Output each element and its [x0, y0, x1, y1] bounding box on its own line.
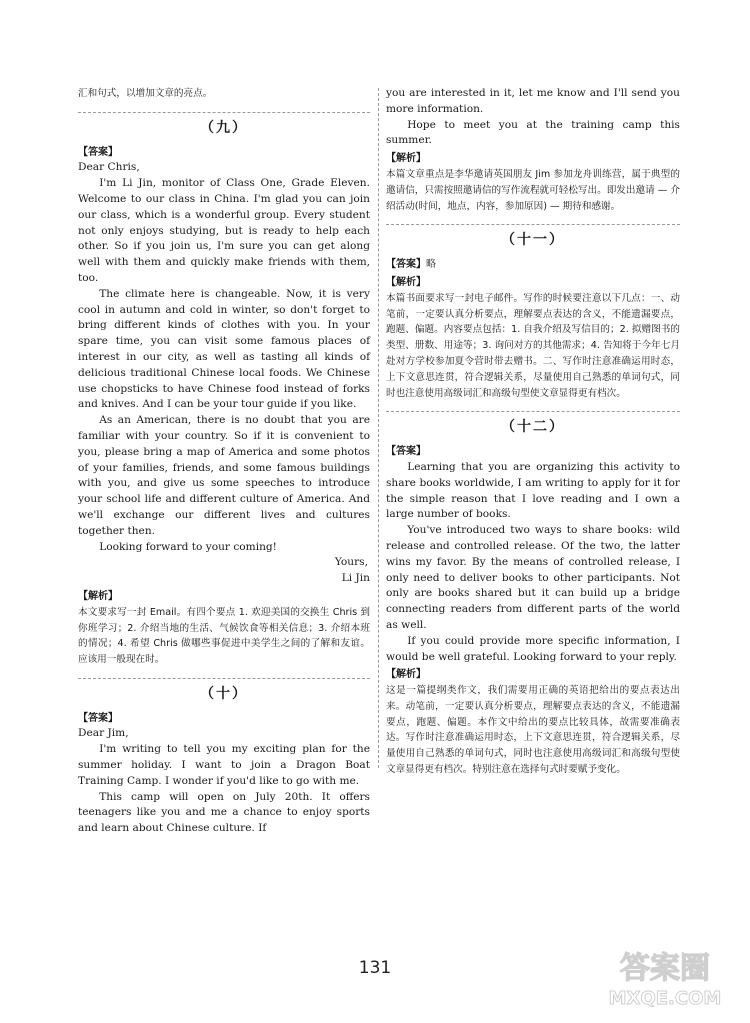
section-10-title: （十）	[200, 685, 248, 702]
section-divider	[386, 224, 680, 225]
answer-label: 【答案】	[386, 259, 426, 271]
letter-paragraph: Looking forward to your coming!	[99, 540, 277, 553]
analysis-text: 本篇书面要求写一封电子邮件。写作的时候要注意以下几点：一、动笔前，一定要认真分析要点，理解要点表达的含义，不能遗漏要点，跑题、偏题。内容要点包括：1. 自我介绍及写信目的；2. 拟赠图书的类型、册数、用途等；3. 询问对方的其他需求；4. 告知将于今年七月赴对方学校参加夏令营时带去赠书。二、写作时注意准确运用时态，上下文意思连贯，符合逻辑关系，尽量使用自己熟悉的单词句式，同时也注意使用高级词汇和高级句型使文章显得更有档次。	[386, 292, 680, 399]
column-divider	[378, 88, 379, 768]
letter-paragraph: you are interested in it, let me know and I'll send you more information.	[386, 87, 680, 115]
analysis-label: 【解析】	[386, 276, 426, 288]
left-column	[78, 86, 370, 837]
page-number: 131	[358, 958, 392, 978]
letter-salutation: Dear Jim,	[78, 727, 129, 740]
intro-text: 汇和句式，以增加文章的亮点。	[78, 88, 213, 99]
analysis-label: 【解析】	[78, 590, 118, 602]
section-divider	[78, 678, 370, 679]
answer-text: 略	[426, 259, 436, 271]
letter-paragraph: This camp will open on July 20th. It offers teenagers like you and me a chance to enjoy sports and learn about Chinese culture. If	[78, 790, 370, 835]
letter-paragraph: Hope to meet you at the training camp this summer.	[386, 118, 680, 147]
answer-label: 【答案】	[386, 446, 426, 458]
analysis-text: 这是一篇提纲类作文，我们需要用正确的英语把给出的要点表达出来。动笔前，一定要认真分析要点，理解要点表达的含义，不能遗漏要点，跑题、偏题。本作文中给出的要点比较具体，故需要准确表达。写作时注意准确运用时态，上下文意思连贯，符合逻辑关系，尽量使用自己熟悉的单词句式，同时也注意使用高级词汇和高级句型使文章显得更有档次。特别注意在选择句式时要赋予变化。	[386, 685, 680, 776]
watermark-logo	[600, 940, 730, 1010]
letter-salutation: Dear Chris,	[78, 161, 140, 174]
watermark-text-url: MXQE.COM	[608, 988, 722, 1009]
letter-signature: Li Jin	[341, 572, 370, 585]
letter-closing: Yours,	[334, 556, 368, 569]
analysis-text: 本篇文章重点是李华邀请英国朋友 Jim 参加龙舟训练营，属于典型的邀请信，只需按照邀请信的写作流程就可轻松写出。即发出邀请 — 介绍活动(时间，地点，内容，参加原因) — 期待和感谢。	[386, 168, 680, 212]
answer-label: 【答案】	[78, 712, 118, 724]
letter-paragraph: As an American, there is no doubt that you are familiar with your country. So if it is convenient to you, please bring a map of America and some photos of your families, friends, and some famous buildings with you, and give us some speeches to introduce your school life and different culture of America. And we'll exchange our different lives and cultures together then.	[78, 414, 370, 537]
analysis-label: 【解析】	[386, 669, 426, 681]
letter-paragraph: I'm Li Jin, monitor of Class One, Grade Eleven. Welcome to our class in China. I'm glad you can join our class, which is a wonderful group. Every student not only enjoys studying, but is ready to help each other. So if you join us, I'm sure you can get along well with them and quickly make friends with them, too.	[78, 177, 370, 284]
watermark-text-main: 答案圈	[620, 951, 710, 986]
letter-paragraph: I'm writing to tell you my exciting plan for the summer holiday. I want to join a Dragon Boat Training Camp. I wonder if you'd like to go with me.	[78, 743, 370, 787]
answer-label: 【答案】	[78, 146, 118, 158]
analysis-text: 本文要求写一封 Email。有四个要点 1. 欢迎美国的交换生 Chris 到你班学习；2. 介绍当地的生活、气候饮食等相关信息；3. 介绍本班的情况；4. 希望 Chris 做哪些事促进中美学生之间的了解和友谊。应该用一般现在时。	[78, 606, 370, 666]
analysis-label: 【解析】	[386, 153, 426, 165]
section-11-title: （十一）	[501, 232, 565, 249]
letter-paragraph: Learning that you are organizing this activity to share books worldwide, I am writing to apply for it for the simple reason that I love reading and I own a large number of books.	[386, 460, 680, 521]
letter-paragraph: You've introduced two ways to share books: wild release and controlled release. Of the two, the latter wins my favor. By the means of controlled release, I only need to deliver books to other participants. Not only are books shared but it can build up a bridge connecting readers from different parts of the world as well.	[386, 524, 680, 631]
letter-paragraph: If you could provide more specific information, I would be well grateful. Looking forward to your reply.	[386, 634, 680, 663]
section-12-title: （十二）	[501, 419, 565, 436]
section-divider	[78, 112, 370, 113]
right-column	[386, 86, 680, 778]
section-divider	[386, 411, 680, 412]
letter-paragraph: The climate here is changeable. Now, it is very cool in autumn and cold in winter, so don't forget to bring different kinds of clothes with you. In your spare time, you can visit some famous places of interest in our city, as well as tasting all kinds of delicious traditional Chinese local foods. We Chinese use chopsticks to have Chinese food instead of forks and knives. And I can be your tour guide if you like.	[78, 287, 370, 411]
answer-row	[386, 257, 680, 273]
section-9-title: （九）	[200, 119, 248, 136]
